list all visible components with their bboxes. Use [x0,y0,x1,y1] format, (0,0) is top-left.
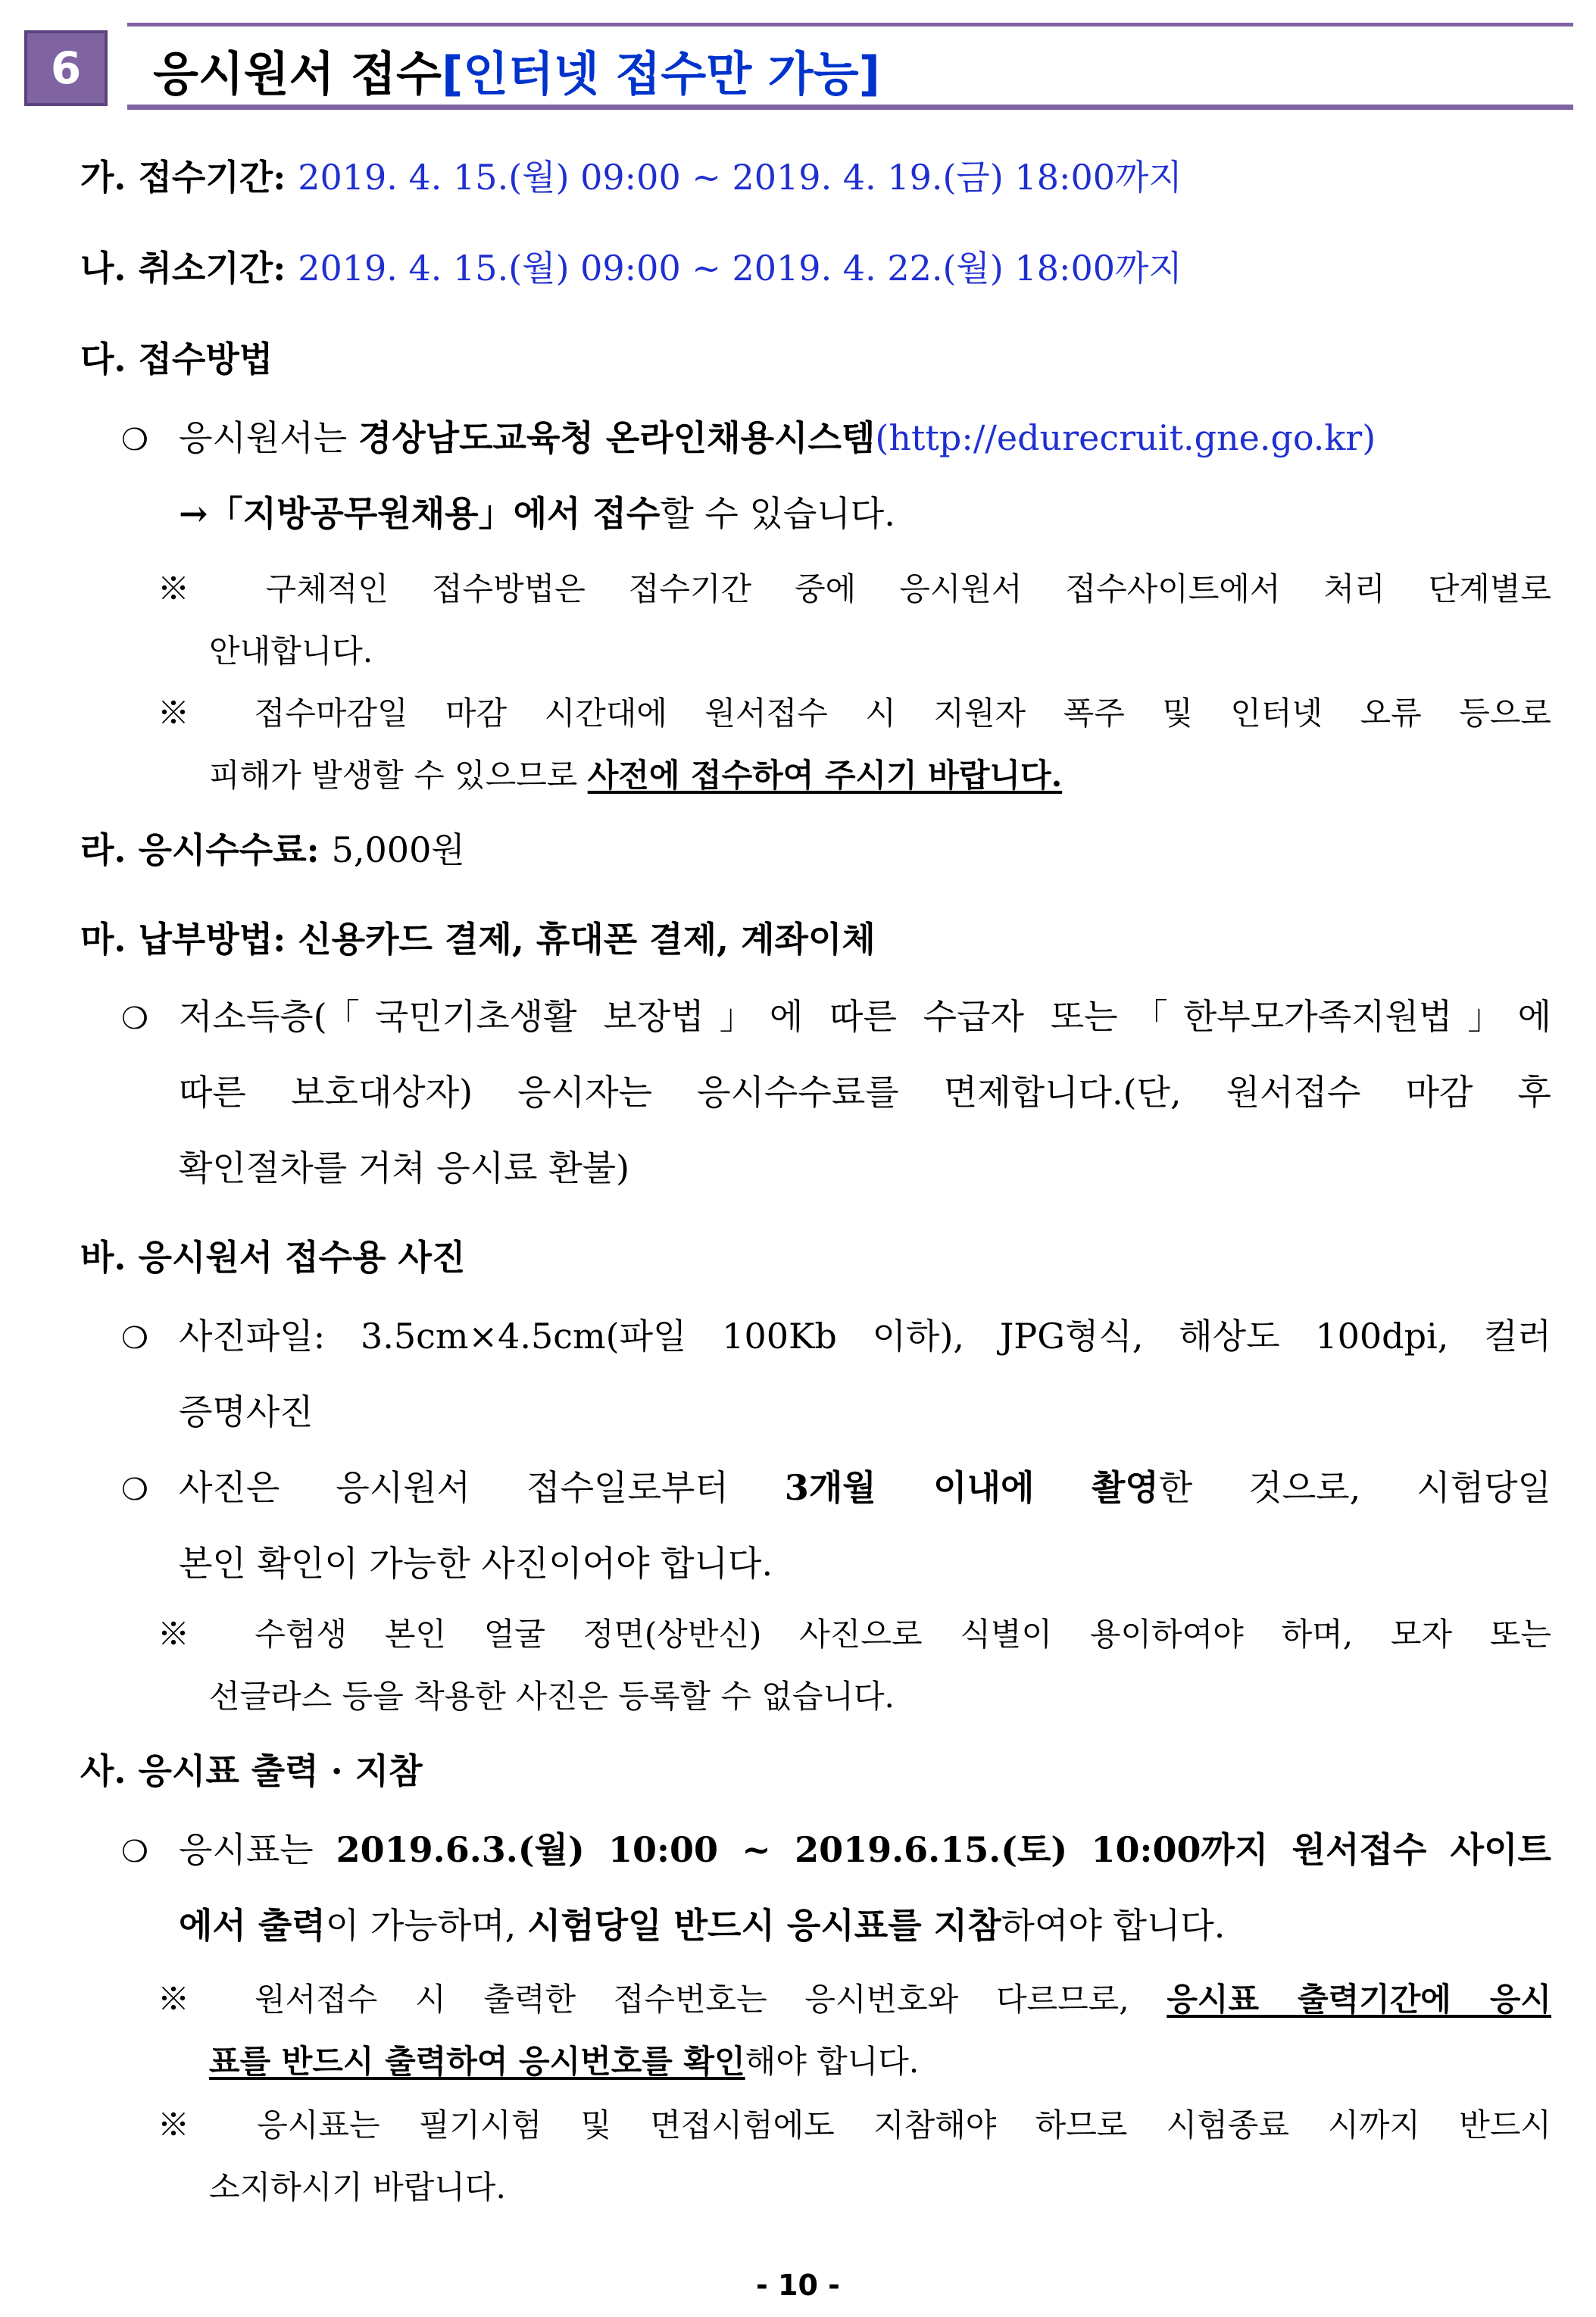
section-header [24,23,1573,114]
item-ma-line3: 확인절차를 거쳐 응시료 환불) [179,1148,630,1188]
page-number: - 10 - [756,2269,840,2302]
item-ba-b2-line1 [179,1465,1551,1510]
section-number-badge: 6 [24,30,108,106]
header-rule-top [127,23,1573,27]
sa-note1-l2-bold: 표를 반드시 출력하여 응시번호를 확인 [209,2043,745,2080]
item-da-heading: 다. 접수방법 [80,339,273,379]
item-ma-line1: 저소득층(「국민기초생활 보장법」에 따른 수급자 또는「한부모가족지원법」에 [179,996,1551,1037]
da-note2-bold: 사전에 접수하여 주시기 바랍니다. [587,757,1063,794]
item-da-note1-line1: ※ 구체적인 접수방법은 접수기간 중에 응시원서 접수사이트에서 처리 단계별로 [158,570,1551,607]
item-sa-b1-line2 [179,1903,1225,1948]
item-ra [80,827,465,873]
bullet-icon: ❍ [121,1835,148,1869]
bullet-icon: ❍ [121,1001,148,1036]
ba-b2-post: 한 것으로, 시험당일 [1158,1467,1551,1508]
sa-b1-l2-mid: 이 가능하며, [325,1905,527,1946]
item-sa-note2-line2: 소지하시기 바랍니다. [209,2169,506,2206]
item-ba-note-line2: 선글라스 등을 착용한 사진은 등록할 수 없습니다. [209,1678,895,1715]
da-b1-pre: 응시원서는 [179,417,358,458]
section-title-sub: [인터넷 접수만 가능] [441,46,880,101]
header-rule-bottom [127,105,1573,110]
item-ba-b1-line2: 증명사진 [179,1391,314,1432]
item-na [80,245,1182,291]
item-da-note2-line1: ※ 접수마감일 마감 시간대에 원서접수 시 지원자 폭주 및 인터넷 오류 등으로 [158,695,1551,732]
item-ra-label: 라. 응시수수료: [80,829,320,870]
item-ma-line2: 따른 보호대상자) 응시자는 응시수수료를 면제합니다.(단, 원서접수 마감 후 [179,1072,1551,1113]
item-sa-note1-line1 [158,1977,1551,2022]
item-da-note1-line2: 안내합니다. [209,632,373,670]
item-ma-heading: 마. 납부방법: 신용카드 결제, 휴대폰 결제, 계좌이체 [80,919,876,960]
sa-b1-pre: 응시표는 [179,1829,336,1870]
item-na-value: 2019. 4. 15.(월) 09:00 ~ 2019. 4. 22.(월) 18:00까지 [298,248,1182,289]
da-b1-line2-bold: →「지방공무원채용」에서 접수 [179,493,661,534]
item-sa-heading: 사. 응시표 출력 · 지참 [80,1750,423,1791]
da-b1-link: (http://edurecruit.gne.go.kr) [875,417,1376,458]
sa-note1-l2-post: 해야 합니다. [745,2043,920,2080]
item-ga-value: 2019. 4. 15.(월) 09:00 ~ 2019. 4. 19.(금) 18:00까지 [298,157,1182,198]
item-sa-note2-line1: ※ 응시표는 필기시험 및 면접시험에도 지참해야 하므로 시험종료 시까지 반드시 [158,2106,1551,2144]
section-title [153,36,880,104]
item-ba-heading: 바. 응시원서 접수용 사진 [80,1237,466,1278]
item-sa-note1-line2 [209,2039,919,2084]
item-da-bullet1-line1 [179,415,1376,461]
item-ra-value: 5,000원 [331,829,465,870]
item-da-note2-line2 [209,753,1062,798]
da-b1-bold: 경상남도교육청 온라인채용시스템 [358,417,876,458]
da-b1-line2-rest: 할 수 있습니다. [660,493,895,534]
item-ga [80,155,1182,200]
bullet-icon: ❍ [121,423,148,457]
bullet-icon: ❍ [121,1472,148,1507]
sa-b1-mid: 2019.6.3.(월) 10:00 ~ 2019.6.15.(토) 10:00까지 원서접수 사이트 [336,1829,1551,1870]
item-na-label: 나. 취소기간: [80,248,286,289]
item-ba-b1-line1: 사진파일: 3.5cm×4.5cm(파일 100Kb 이하), JPG형식, 해상도 100dpi, 컬러 [179,1316,1551,1357]
sa-b1-l2-bold1: 에서 출력 [179,1905,326,1946]
item-ba-b2-line2: 본인 확인이 가능한 사진이어야 합니다. [179,1543,773,1584]
item-ba-note-line1: ※ 수험생 본인 얼굴 정면(상반신) 사진으로 식별이 용이하여야 하며, 모자 또는 [158,1616,1551,1653]
bullet-icon: ❍ [121,1321,148,1356]
sa-note1-bold: 응시표 출력기간에 응시 [1167,1981,1551,2018]
item-da-bullet1-line2 [179,491,895,536]
sa-note1-pre: ※ 원서접수 시 출력한 접수번호는 응시번호와 다르므로, [158,1981,1167,2018]
section-title-main: 응시원서 접수 [153,46,442,101]
sa-b1-l2-bold2: 시험당일 반드시 응시표를 지참 [526,1905,1001,1946]
item-sa-b1-line1 [179,1827,1551,1872]
da-note2-pre: 피해가 발생할 수 있으므로 [209,757,588,794]
sa-b1-l2-post: 하여야 합니다. [1001,1905,1226,1946]
ba-b2-pre: 사진은 응시원서 접수일로부터 [179,1467,785,1508]
ba-b2-bold: 3개월 이내에 촬영 [784,1467,1159,1508]
item-ga-label: 가. 접수기간: [80,157,286,198]
